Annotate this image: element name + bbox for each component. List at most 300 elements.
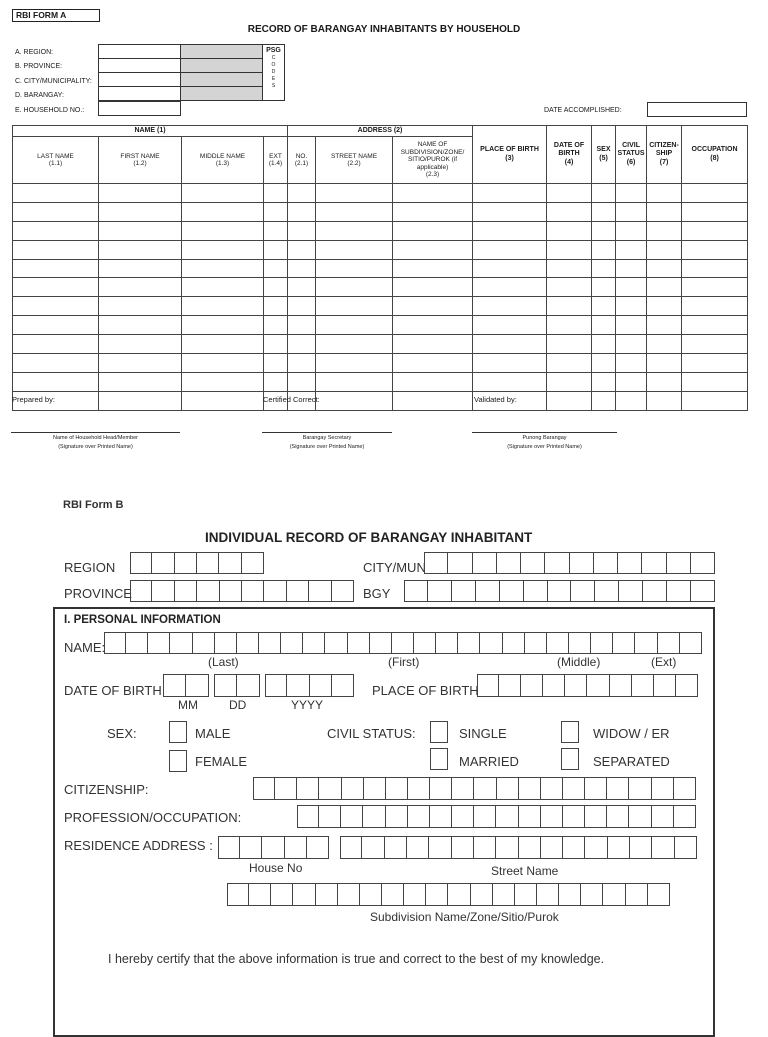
- char-box[interactable]: [521, 674, 543, 697]
- char-box[interactable]: [519, 836, 541, 859]
- char-box[interactable]: [630, 836, 652, 859]
- table-cell[interactable]: [547, 259, 592, 278]
- table-cell[interactable]: [647, 184, 682, 203]
- table-cell[interactable]: [393, 372, 473, 391]
- table-cell[interactable]: [473, 184, 547, 203]
- char-box[interactable]: [524, 580, 548, 602]
- char-box[interactable]: [424, 552, 448, 574]
- table-cell[interactable]: [393, 184, 473, 203]
- table-cell[interactable]: [592, 278, 616, 297]
- char-box[interactable]: [175, 580, 197, 602]
- table-row[interactable]: [13, 297, 748, 316]
- table-cell[interactable]: [647, 221, 682, 240]
- char-box[interactable]: [126, 632, 148, 654]
- table-cell[interactable]: [13, 335, 99, 354]
- char-box[interactable]: [281, 632, 303, 654]
- table-cell[interactable]: [473, 259, 547, 278]
- char-box[interactable]: [541, 836, 563, 859]
- char-box[interactable]: [497, 777, 519, 800]
- table-cell[interactable]: [616, 335, 647, 354]
- table-cell[interactable]: [316, 221, 393, 240]
- char-box[interactable]: [193, 632, 215, 654]
- char-box[interactable]: [563, 805, 585, 828]
- table-cell[interactable]: [182, 335, 264, 354]
- char-box[interactable]: [310, 674, 332, 697]
- char-box[interactable]: [287, 580, 309, 602]
- female-checkbox[interactable]: [169, 750, 187, 772]
- table-cell[interactable]: [393, 259, 473, 278]
- char-box[interactable]: [585, 836, 607, 859]
- table-row[interactable]: [13, 335, 748, 354]
- table-cell[interactable]: [473, 372, 547, 391]
- char-box[interactable]: [214, 674, 237, 697]
- char-box[interactable]: [691, 580, 715, 602]
- table-cell[interactable]: [288, 354, 316, 373]
- char-box[interactable]: [215, 632, 237, 654]
- table-cell[interactable]: [99, 316, 182, 335]
- table-cell[interactable]: [99, 372, 182, 391]
- table-cell[interactable]: [264, 240, 288, 259]
- pob-cells[interactable]: [477, 674, 698, 697]
- table-cell[interactable]: [616, 391, 647, 410]
- table-cell[interactable]: [99, 278, 182, 297]
- char-box[interactable]: [262, 836, 284, 859]
- char-box[interactable]: [360, 883, 382, 906]
- char-box[interactable]: [571, 580, 595, 602]
- char-box[interactable]: [543, 674, 565, 697]
- table-cell[interactable]: [13, 202, 99, 221]
- table-cell[interactable]: [592, 354, 616, 373]
- table-cell[interactable]: [393, 202, 473, 221]
- barangay-field[interactable]: [98, 86, 181, 101]
- table-row[interactable]: [13, 184, 748, 203]
- char-box[interactable]: [152, 552, 174, 574]
- char-box[interactable]: [473, 552, 497, 574]
- table-cell[interactable]: [13, 316, 99, 335]
- char-box[interactable]: [249, 883, 271, 906]
- table-cell[interactable]: [316, 202, 393, 221]
- char-box[interactable]: [476, 580, 500, 602]
- char-box[interactable]: [242, 552, 264, 574]
- char-box[interactable]: [680, 632, 702, 654]
- table-cell[interactable]: [473, 335, 547, 354]
- char-box[interactable]: [521, 552, 545, 574]
- table-cell[interactable]: [288, 184, 316, 203]
- table-cell[interactable]: [682, 240, 748, 259]
- table-cell[interactable]: [264, 316, 288, 335]
- table-cell[interactable]: [288, 278, 316, 297]
- char-box[interactable]: [493, 883, 515, 906]
- char-box[interactable]: [428, 580, 452, 602]
- char-box[interactable]: [499, 674, 521, 697]
- table-cell[interactable]: [473, 297, 547, 316]
- table-cell[interactable]: [182, 278, 264, 297]
- table-cell[interactable]: [647, 259, 682, 278]
- subdivision-cells[interactable]: [227, 883, 670, 906]
- char-box[interactable]: [607, 777, 629, 800]
- char-box[interactable]: [629, 777, 651, 800]
- table-cell[interactable]: [547, 391, 592, 410]
- table-cell[interactable]: [316, 316, 393, 335]
- table-cell[interactable]: [682, 278, 748, 297]
- table-cell[interactable]: [99, 240, 182, 259]
- table-cell[interactable]: [99, 391, 182, 410]
- char-box[interactable]: [500, 580, 524, 602]
- table-cell[interactable]: [473, 240, 547, 259]
- signature-line-secretary[interactable]: [262, 432, 392, 433]
- char-box[interactable]: [342, 777, 364, 800]
- table-row[interactable]: [13, 372, 748, 391]
- table-cell[interactable]: [393, 354, 473, 373]
- table-cell[interactable]: [682, 202, 748, 221]
- table-cell[interactable]: [616, 278, 647, 297]
- char-box[interactable]: [408, 805, 430, 828]
- table-row[interactable]: [13, 391, 748, 410]
- char-box[interactable]: [404, 580, 428, 602]
- char-box[interactable]: [275, 777, 297, 800]
- char-box[interactable]: [175, 552, 197, 574]
- dob-month-cells[interactable]: [163, 674, 209, 697]
- table-cell[interactable]: [393, 221, 473, 240]
- psg-code-region[interactable]: [180, 44, 263, 59]
- widow-checkbox[interactable]: [561, 721, 579, 743]
- table-cell[interactable]: [182, 202, 264, 221]
- char-box[interactable]: [370, 632, 392, 654]
- char-box[interactable]: [676, 674, 698, 697]
- citizenship-cells[interactable]: [253, 777, 696, 800]
- table-cell[interactable]: [616, 202, 647, 221]
- table-cell[interactable]: [316, 391, 393, 410]
- char-box[interactable]: [652, 777, 674, 800]
- table-cell[interactable]: [547, 240, 592, 259]
- char-box[interactable]: [595, 580, 619, 602]
- char-box[interactable]: [591, 632, 613, 654]
- table-cell[interactable]: [547, 316, 592, 335]
- char-box[interactable]: [581, 883, 603, 906]
- table-cell[interactable]: [647, 335, 682, 354]
- char-box[interactable]: [563, 836, 585, 859]
- table-cell[interactable]: [13, 259, 99, 278]
- table-cell[interactable]: [182, 240, 264, 259]
- dob-day-cells[interactable]: [214, 674, 260, 697]
- char-box[interactable]: [407, 836, 429, 859]
- char-box[interactable]: [570, 552, 594, 574]
- table-cell[interactable]: [264, 221, 288, 240]
- char-box[interactable]: [316, 883, 338, 906]
- table-cell[interactable]: [547, 184, 592, 203]
- table-cell[interactable]: [316, 354, 393, 373]
- table-cell[interactable]: [288, 240, 316, 259]
- table-cell[interactable]: [288, 335, 316, 354]
- table-cell[interactable]: [547, 297, 592, 316]
- table-cell[interactable]: [99, 354, 182, 373]
- table-cell[interactable]: [592, 372, 616, 391]
- table-row[interactable]: [13, 354, 748, 373]
- table-cell[interactable]: [316, 278, 393, 297]
- table-cell[interactable]: [682, 335, 748, 354]
- table-cell[interactable]: [182, 221, 264, 240]
- char-box[interactable]: [594, 552, 618, 574]
- char-box[interactable]: [219, 552, 241, 574]
- table-cell[interactable]: [616, 259, 647, 278]
- char-box[interactable]: [452, 836, 474, 859]
- table-cell[interactable]: [616, 354, 647, 373]
- region-b-cells[interactable]: [130, 552, 264, 574]
- table-cell[interactable]: [547, 354, 592, 373]
- char-box[interactable]: [569, 632, 591, 654]
- char-box[interactable]: [332, 580, 354, 602]
- char-box[interactable]: [496, 836, 518, 859]
- char-box[interactable]: [503, 632, 525, 654]
- char-box[interactable]: [319, 805, 341, 828]
- char-box[interactable]: [519, 777, 541, 800]
- table-cell[interactable]: [616, 240, 647, 259]
- char-box[interactable]: [237, 674, 260, 697]
- table-cell[interactable]: [647, 316, 682, 335]
- char-box[interactable]: [271, 883, 293, 906]
- char-box[interactable]: [477, 674, 499, 697]
- char-box[interactable]: [474, 777, 496, 800]
- table-cell[interactable]: [316, 259, 393, 278]
- char-box[interactable]: [186, 674, 209, 697]
- char-box[interactable]: [525, 632, 547, 654]
- table-cell[interactable]: [316, 184, 393, 203]
- table-row[interactable]: [13, 278, 748, 297]
- table-cell[interactable]: [473, 202, 547, 221]
- char-box[interactable]: [585, 805, 607, 828]
- char-box[interactable]: [148, 632, 170, 654]
- table-cell[interactable]: [99, 184, 182, 203]
- psg-code-barangay[interactable]: [180, 86, 263, 101]
- char-box[interactable]: [496, 805, 518, 828]
- char-box[interactable]: [618, 552, 642, 574]
- table-cell[interactable]: [182, 184, 264, 203]
- char-box[interactable]: [448, 883, 470, 906]
- table-cell[interactable]: [288, 202, 316, 221]
- char-box[interactable]: [607, 805, 629, 828]
- char-box[interactable]: [287, 674, 309, 697]
- char-box[interactable]: [319, 777, 341, 800]
- char-box[interactable]: [541, 805, 563, 828]
- table-cell[interactable]: [547, 372, 592, 391]
- char-box[interactable]: [426, 883, 448, 906]
- table-cell[interactable]: [13, 354, 99, 373]
- bgy-cells[interactable]: [404, 580, 715, 602]
- char-box[interactable]: [610, 674, 632, 697]
- table-cell[interactable]: [288, 297, 316, 316]
- char-box[interactable]: [242, 580, 264, 602]
- table-cell[interactable]: [182, 316, 264, 335]
- table-cell[interactable]: [647, 240, 682, 259]
- char-box[interactable]: [414, 632, 436, 654]
- char-box[interactable]: [452, 805, 474, 828]
- char-box[interactable]: [303, 632, 325, 654]
- char-box[interactable]: [452, 580, 476, 602]
- table-cell[interactable]: [182, 391, 264, 410]
- char-box[interactable]: [285, 836, 307, 859]
- table-cell[interactable]: [547, 221, 592, 240]
- psg-code-city[interactable]: [180, 72, 263, 87]
- table-cell[interactable]: [264, 297, 288, 316]
- char-box[interactable]: [471, 883, 493, 906]
- table-cell[interactable]: [316, 297, 393, 316]
- table-cell[interactable]: [264, 184, 288, 203]
- char-box[interactable]: [341, 805, 363, 828]
- char-box[interactable]: [436, 632, 458, 654]
- char-box[interactable]: [392, 632, 414, 654]
- table-cell[interactable]: [547, 202, 592, 221]
- char-box[interactable]: [667, 552, 691, 574]
- char-box[interactable]: [340, 836, 362, 859]
- table-cell[interactable]: [99, 335, 182, 354]
- table-cell[interactable]: [592, 297, 616, 316]
- table-cell[interactable]: [473, 221, 547, 240]
- table-cell[interactable]: [288, 372, 316, 391]
- table-cell[interactable]: [13, 297, 99, 316]
- char-box[interactable]: [547, 632, 569, 654]
- char-box[interactable]: [587, 674, 609, 697]
- char-box[interactable]: [565, 674, 587, 697]
- table-cell[interactable]: [616, 221, 647, 240]
- char-box[interactable]: [404, 883, 426, 906]
- table-cell[interactable]: [13, 221, 99, 240]
- psg-code-province[interactable]: [180, 58, 263, 73]
- char-box[interactable]: [452, 777, 474, 800]
- region-field[interactable]: [98, 44, 181, 59]
- char-box[interactable]: [667, 580, 691, 602]
- table-cell[interactable]: [547, 278, 592, 297]
- char-box[interactable]: [480, 632, 502, 654]
- char-box[interactable]: [548, 580, 572, 602]
- char-box[interactable]: [674, 805, 696, 828]
- table-cell[interactable]: [316, 335, 393, 354]
- table-cell[interactable]: [592, 391, 616, 410]
- table-cell[interactable]: [616, 297, 647, 316]
- char-box[interactable]: [325, 632, 347, 654]
- table-cell[interactable]: [182, 372, 264, 391]
- char-box[interactable]: [362, 836, 384, 859]
- table-cell[interactable]: [682, 354, 748, 373]
- char-box[interactable]: [240, 836, 262, 859]
- char-box[interactable]: [348, 632, 370, 654]
- char-box[interactable]: [163, 674, 186, 697]
- table-cell[interactable]: [682, 297, 748, 316]
- char-box[interactable]: [259, 632, 281, 654]
- province-field[interactable]: [98, 58, 181, 73]
- table-cell[interactable]: [682, 391, 748, 410]
- table-cell[interactable]: [264, 372, 288, 391]
- char-box[interactable]: [430, 805, 452, 828]
- char-box[interactable]: [642, 552, 666, 574]
- table-cell[interactable]: [682, 372, 748, 391]
- char-box[interactable]: [643, 580, 667, 602]
- char-box[interactable]: [585, 777, 607, 800]
- house-no-cells[interactable]: [218, 836, 329, 859]
- char-box[interactable]: [537, 883, 559, 906]
- table-cell[interactable]: [13, 278, 99, 297]
- male-checkbox[interactable]: [169, 721, 187, 743]
- signature-line-household-head[interactable]: [11, 432, 180, 433]
- char-box[interactable]: [608, 836, 630, 859]
- char-box[interactable]: [152, 580, 174, 602]
- char-box[interactable]: [197, 552, 219, 574]
- table-cell[interactable]: [616, 316, 647, 335]
- char-box[interactable]: [474, 805, 496, 828]
- char-box[interactable]: [264, 580, 286, 602]
- table-cell[interactable]: [264, 335, 288, 354]
- char-box[interactable]: [497, 552, 521, 574]
- table-cell[interactable]: [393, 297, 473, 316]
- table-cell[interactable]: [182, 259, 264, 278]
- table-cell[interactable]: [592, 184, 616, 203]
- province-b-cells[interactable]: [130, 580, 354, 602]
- table-cell[interactable]: [182, 354, 264, 373]
- profession-cells[interactable]: [297, 805, 696, 828]
- char-box[interactable]: [293, 883, 315, 906]
- table-cell[interactable]: [264, 354, 288, 373]
- table-cell[interactable]: [473, 278, 547, 297]
- table-cell[interactable]: [616, 184, 647, 203]
- char-box[interactable]: [619, 580, 643, 602]
- table-cell[interactable]: [393, 278, 473, 297]
- char-box[interactable]: [130, 552, 152, 574]
- char-box[interactable]: [363, 805, 385, 828]
- char-box[interactable]: [332, 674, 354, 697]
- table-cell[interactable]: [13, 372, 99, 391]
- table-cell[interactable]: [99, 202, 182, 221]
- char-box[interactable]: [253, 777, 275, 800]
- table-row[interactable]: [13, 240, 748, 259]
- street-name-cells[interactable]: [340, 836, 697, 859]
- char-box[interactable]: [104, 632, 126, 654]
- char-box[interactable]: [130, 580, 152, 602]
- table-cell[interactable]: [592, 335, 616, 354]
- char-box[interactable]: [197, 580, 219, 602]
- table-cell[interactable]: [288, 259, 316, 278]
- char-box[interactable]: [430, 777, 452, 800]
- table-cell[interactable]: [592, 221, 616, 240]
- table-cell[interactable]: [647, 278, 682, 297]
- table-cell[interactable]: [647, 391, 682, 410]
- household-no-field[interactable]: [98, 101, 181, 116]
- char-box[interactable]: [545, 552, 569, 574]
- table-cell[interactable]: [393, 240, 473, 259]
- char-box[interactable]: [237, 632, 259, 654]
- table-row[interactable]: [13, 259, 748, 278]
- char-box[interactable]: [297, 777, 319, 800]
- date-accomplished-field[interactable]: [647, 102, 747, 117]
- table-cell[interactable]: [99, 259, 182, 278]
- char-box[interactable]: [674, 777, 696, 800]
- table-cell[interactable]: [13, 184, 99, 203]
- char-box[interactable]: [652, 836, 674, 859]
- char-box[interactable]: [559, 883, 581, 906]
- table-cell[interactable]: [288, 221, 316, 240]
- table-cell[interactable]: [99, 297, 182, 316]
- char-box[interactable]: [458, 632, 480, 654]
- table-cell[interactable]: [99, 221, 182, 240]
- table-cell[interactable]: [316, 240, 393, 259]
- char-box[interactable]: [386, 777, 408, 800]
- char-box[interactable]: [652, 805, 674, 828]
- table-cell[interactable]: [616, 372, 647, 391]
- city-field[interactable]: [98, 72, 181, 87]
- table-cell[interactable]: [182, 297, 264, 316]
- char-box[interactable]: [385, 836, 407, 859]
- table-cell[interactable]: [647, 354, 682, 373]
- married-checkbox[interactable]: [430, 748, 448, 770]
- table-cell[interactable]: [682, 316, 748, 335]
